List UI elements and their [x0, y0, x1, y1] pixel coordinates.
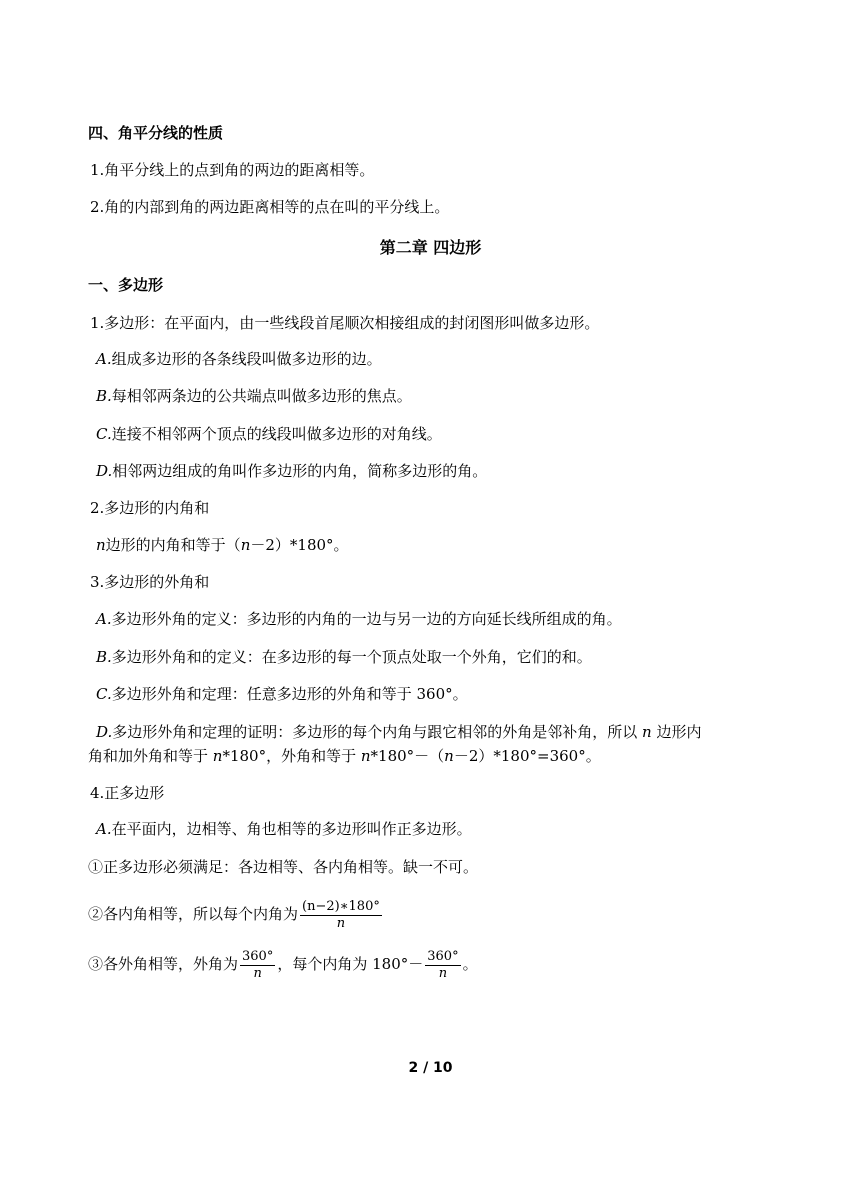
- paragraph: 3.多边形的外角和: [90, 573, 210, 591]
- page-number: 2 / 10: [408, 1060, 453, 1076]
- list-item: [96, 348, 382, 370]
- paragraph: 1.角平分线上的点到角的两边的距离相等。: [90, 161, 375, 179]
- circled-item-2: [88, 894, 384, 934]
- item-text: 相邻两边组成的角叫作多边形的内角，简称多边形的角。: [112, 462, 488, 480]
- var-n: n: [360, 747, 371, 765]
- list-item: [96, 721, 702, 743]
- list-item: [96, 683, 468, 705]
- var-n: n: [240, 536, 251, 554]
- item-text: 多边形外角和定理：任意多边形的外角和等于 360°。: [111, 685, 468, 703]
- item-label: C.: [96, 425, 112, 443]
- var-n: n: [96, 536, 106, 554]
- text: －2）*180°=360°。: [453, 747, 601, 765]
- circled-item-1: ①正多边形必须满足：各边相等、各内角相等。缺一不可。: [88, 858, 479, 876]
- text: 边形内: [651, 723, 702, 741]
- list-item: [96, 818, 472, 840]
- item-label: A.: [96, 350, 112, 368]
- item-label: C.: [96, 685, 112, 703]
- paragraph: 1.多边形：在平面内，由一些线段首尾顺次相接组成的封闭图形叫做多边形。: [90, 314, 600, 332]
- circled-item-3: [88, 944, 478, 984]
- paragraph: 2.角的内部到角的两边距离相等的点在叫的平分线上。: [90, 198, 450, 216]
- fraction: [425, 949, 460, 982]
- list-item: [96, 460, 487, 482]
- var-n: n: [642, 723, 652, 741]
- list-item: [96, 423, 442, 445]
- item-label: D.: [96, 723, 113, 741]
- var-n: n: [212, 747, 223, 765]
- item-text: 多边形外角的定义：多边形的内角的一边与另一边的方向延长线所组成的角。: [111, 610, 622, 628]
- item-label: B.: [96, 387, 112, 405]
- var-n: n: [444, 747, 454, 765]
- list-item: [96, 385, 412, 407]
- formula-line: [96, 534, 349, 556]
- fraction-numerator: (n−2)∗180°: [302, 898, 380, 914]
- item-text: 连接不相邻两个顶点的线段叫做多边形的对角线。: [111, 425, 442, 443]
- item-label: B.: [96, 648, 112, 666]
- section-heading-polygon: 一、多边形: [88, 276, 164, 294]
- text: ，每个内角为 180°－: [277, 955, 424, 973]
- text: *180°－（: [370, 747, 445, 765]
- paragraph: 2.多边形的内角和: [90, 499, 210, 517]
- list-item-continuation: [88, 745, 601, 767]
- item-text: 组成多边形的各条线段叫做多边形的边。: [111, 350, 382, 368]
- fraction: [300, 899, 382, 932]
- text: ③各外角相等，外角为: [88, 955, 239, 973]
- text: －2）*180°。: [250, 536, 349, 554]
- text: *180°，外角和等于: [222, 747, 361, 765]
- fraction-denominator: n: [438, 965, 448, 981]
- list-item: [96, 646, 592, 668]
- fraction: [240, 949, 275, 982]
- text: 。: [462, 955, 478, 973]
- fraction-numerator: 360°: [427, 948, 459, 964]
- item-text: 每相邻两条边的公共端点叫做多边形的焦点。: [111, 387, 412, 405]
- item-label: A.: [96, 820, 112, 838]
- text: 多边形外角和定理的证明：多边形的每个内角与跟它相邻的外角是邻补角，所以: [112, 723, 643, 741]
- item-text: 多边形外角和的定义：在多边形的每一个顶点处取一个外角，它们的和。: [111, 648, 592, 666]
- item-text: 在平面内，边相等、角也相等的多边形叫作正多边形。: [111, 820, 472, 838]
- chapter-title: 第二章 四边形: [379, 238, 482, 257]
- list-item: [96, 608, 622, 630]
- text: 角和加外角和等于: [88, 747, 213, 765]
- item-label: D.: [96, 462, 113, 480]
- fraction-denominator: n: [253, 965, 262, 981]
- text: 边形的内角和等于（: [105, 536, 241, 554]
- item-label: A.: [96, 610, 112, 628]
- paragraph: 4.正多边形: [90, 784, 165, 802]
- text: ②各内角相等，所以每个内角为: [88, 905, 299, 923]
- section-heading-angle-bisector: 四、角平分线的性质: [88, 124, 224, 142]
- fraction-denominator: n: [336, 915, 346, 931]
- fraction-numerator: 360°: [242, 948, 274, 964]
